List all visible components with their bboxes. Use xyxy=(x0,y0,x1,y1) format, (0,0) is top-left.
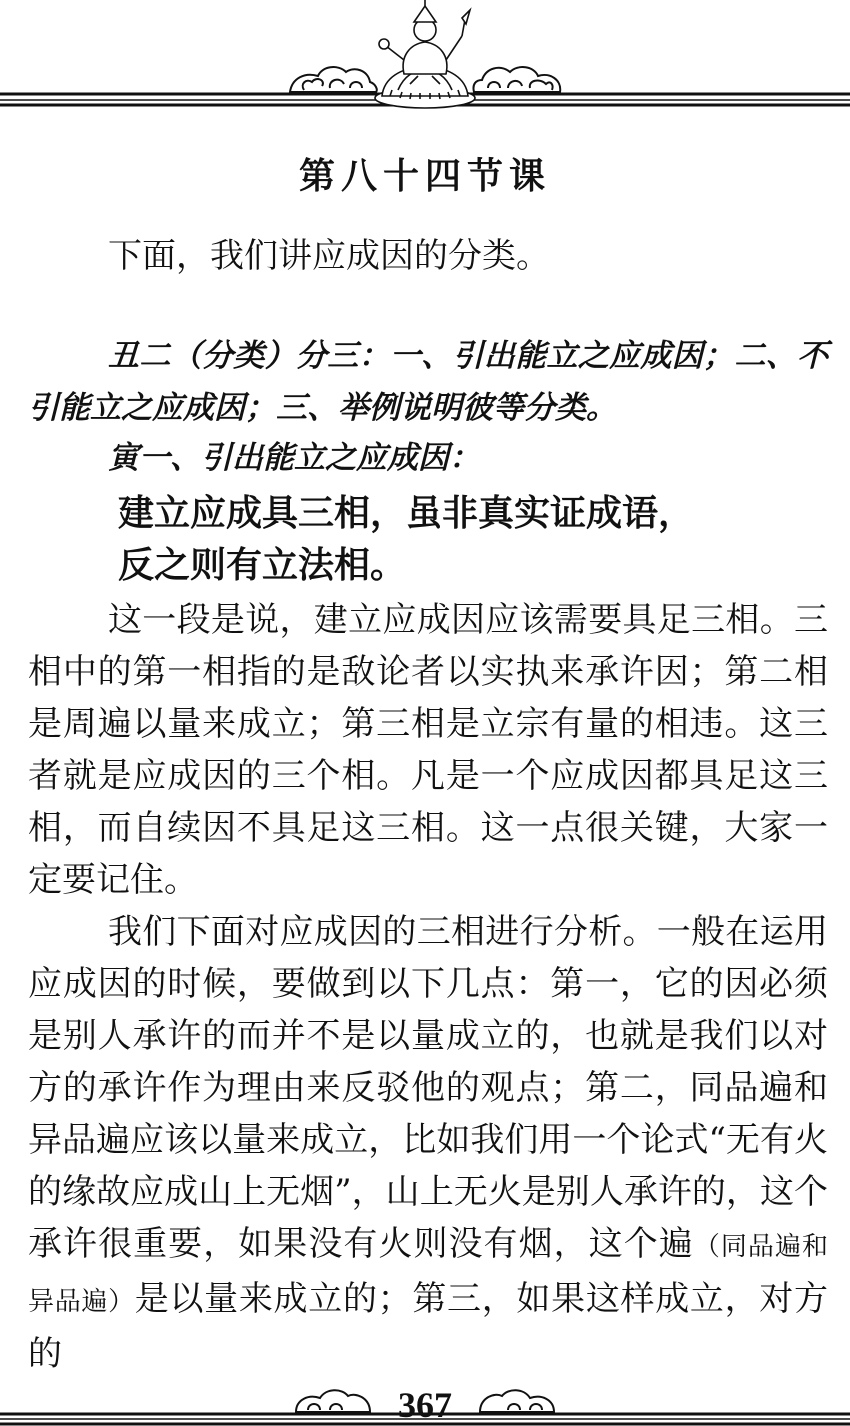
intro-paragraph: 下面，我们讲应成因的分类。 xyxy=(108,236,550,276)
outline-heading-subsection: 寅一、引出能立之应成因： xyxy=(108,440,480,476)
cloud-scroll-right-icon xyxy=(473,67,560,92)
lesson-title: 第八十四节课 xyxy=(298,155,551,197)
page-number: 367 xyxy=(398,1385,452,1425)
body-paragraph-2 xyxy=(28,906,828,1380)
body-paragraph-2-text-b: 是以量来成立的；第三，如果这样成立，对方的 xyxy=(28,1279,828,1374)
cloud-scroll-left-icon xyxy=(290,67,377,92)
verse-line-2: 反之则有立法相。 xyxy=(118,545,407,586)
verse-line-1: 建立应成具三相，虽非真实证成语， xyxy=(118,493,695,534)
body-paragraph-2-note: （同品遍和异品遍） xyxy=(28,1232,828,1317)
deity-figure-icon xyxy=(375,0,475,108)
header-ornament xyxy=(0,0,850,115)
outline-heading-division: 丑二（分类）分三：一、引出能立之应成因；二、不引能立之应成因；三、举例说明彼等分类。 xyxy=(28,338,828,426)
body-paragraph-1: 这一段是说，建立应成因应该需要具足三相。三相中的第一相指的是敌论者以实执来承许因；第二相是周遍以量来成立；第三相是立宗有量的相违。这三者就是应成因的三个相。凡是一个应成因都具足这三相，而自续因不具足这三相。这一点很关键，大家一定要记住。 xyxy=(28,600,828,900)
body-paragraph-2-text-a: 我们下面对应成因的三相进行分析。一般在运用应成因的时候，要做到以下几点：第一，它的因必须是别人承许的而并不是以量成立的，也就是我们以对方的承许作为理由来反驳他的观点；第二，同品遍和异品遍应该以量来成立，比如我们用一个论式“无有火的缘故应成山上无烟”，山上无火是别人承许的，这个承许很重要，如果没有火则没有烟，这个遍 xyxy=(28,912,828,1264)
